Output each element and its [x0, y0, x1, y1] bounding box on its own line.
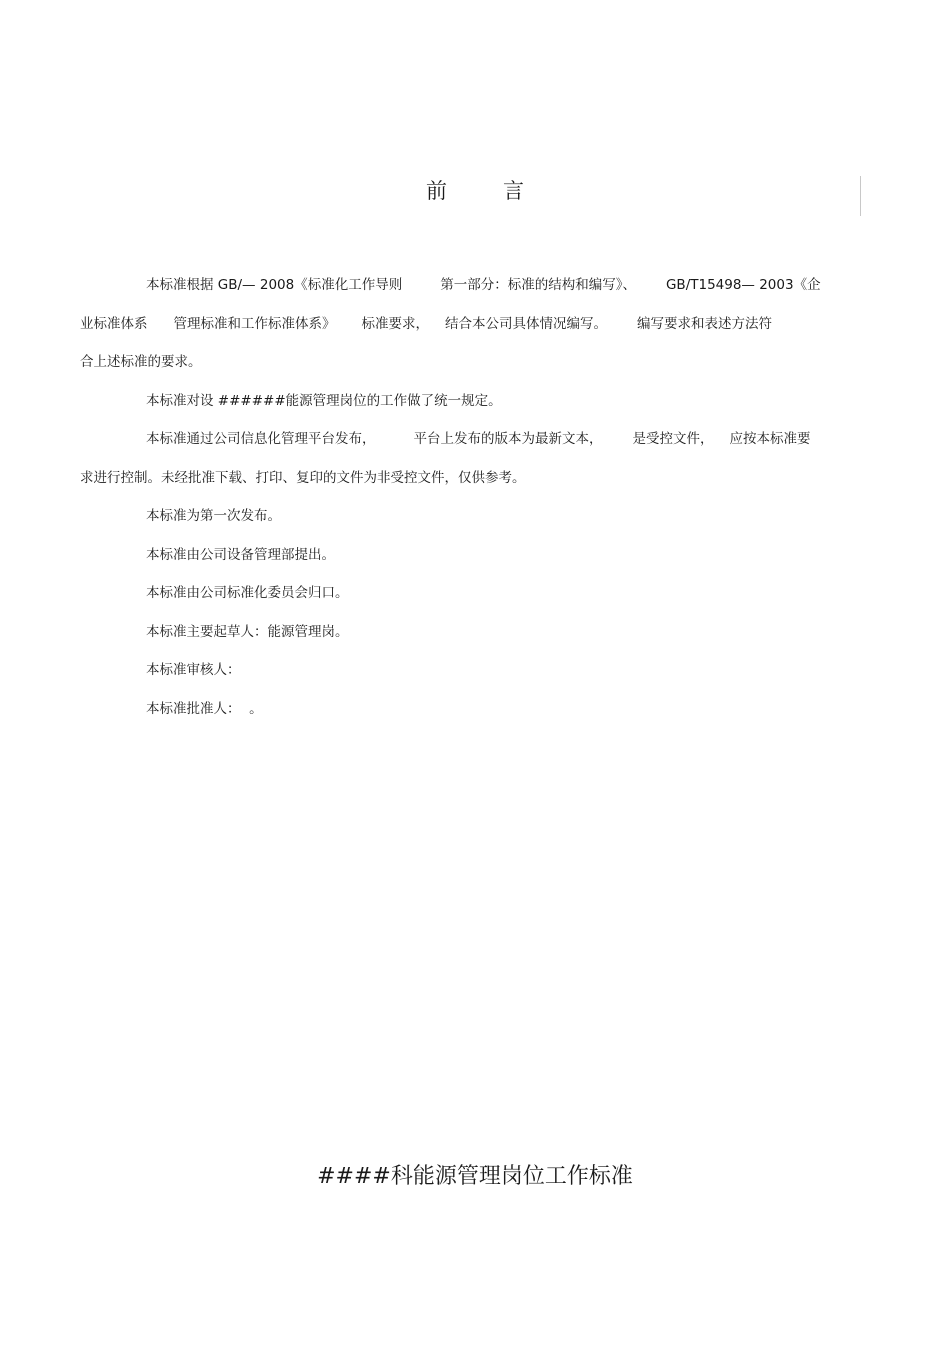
p3-line1-d: 应按本标准要 [729, 431, 811, 447]
foreword-heading [0, 176, 950, 206]
p3-line2: 求进行控制。未经批准下载、打印、复印的文件为非受控文件，仅供参考。 [80, 469, 526, 486]
p1-line2-b: 管理标准和工作标准体系》 [173, 315, 336, 332]
paragraph-first-release: 本标准为第一次发布。 [146, 508, 281, 524]
foreword-heading-char-1: 前 [426, 179, 447, 203]
paragraph-scope: 本标准对设 ######能源管理岗位的工作做了统一规定。 [146, 392, 502, 409]
paragraph-publication [80, 420, 858, 497]
paragraph-approver: 本标准批准人： 。 [146, 700, 263, 717]
p3-line1-b: 平台上发布的版本为最新文本， [413, 431, 603, 447]
p3-line1-a: 本标准通过公司信息化管理平台发布， [146, 431, 376, 447]
p1-line1-b: 第一部分：标准的结构和编写》、 [440, 277, 636, 293]
paragraph-centralized: 本标准由公司标准化委员会归口。 [146, 585, 349, 601]
p1-line2-c: 标准要求， [361, 315, 429, 332]
p3-line1-c: 是受控文件， [632, 431, 714, 447]
p1-line2-d: 结合本公司具体情况编写。 [445, 315, 607, 332]
p1-line1-a: 本标准根据 GB/— 2008《标准化工作导则 [146, 277, 403, 293]
paragraph-drafter: 本标准主要起草人：能源管理岗。 [146, 623, 349, 640]
foreword-heading-char-2: 言 [503, 179, 524, 203]
p1-line1-c: GB/T15498— 2003《企 [665, 277, 821, 293]
p1-line2-a: 业标准体系 [80, 315, 148, 332]
paragraph-reviewer: 本标准审核人： [146, 662, 241, 678]
standard-title: ####科能源管理岗位工作标准 [317, 1164, 633, 1189]
p1-line3: 合上述标准的要求。 [80, 354, 202, 370]
foreword-body [80, 266, 858, 728]
paragraph-basis [80, 266, 858, 382]
p1-line2-e: 编写要求和表述方法符 [637, 315, 772, 332]
paragraph-proposer: 本标准由公司设备管理部提出。 [146, 546, 335, 563]
